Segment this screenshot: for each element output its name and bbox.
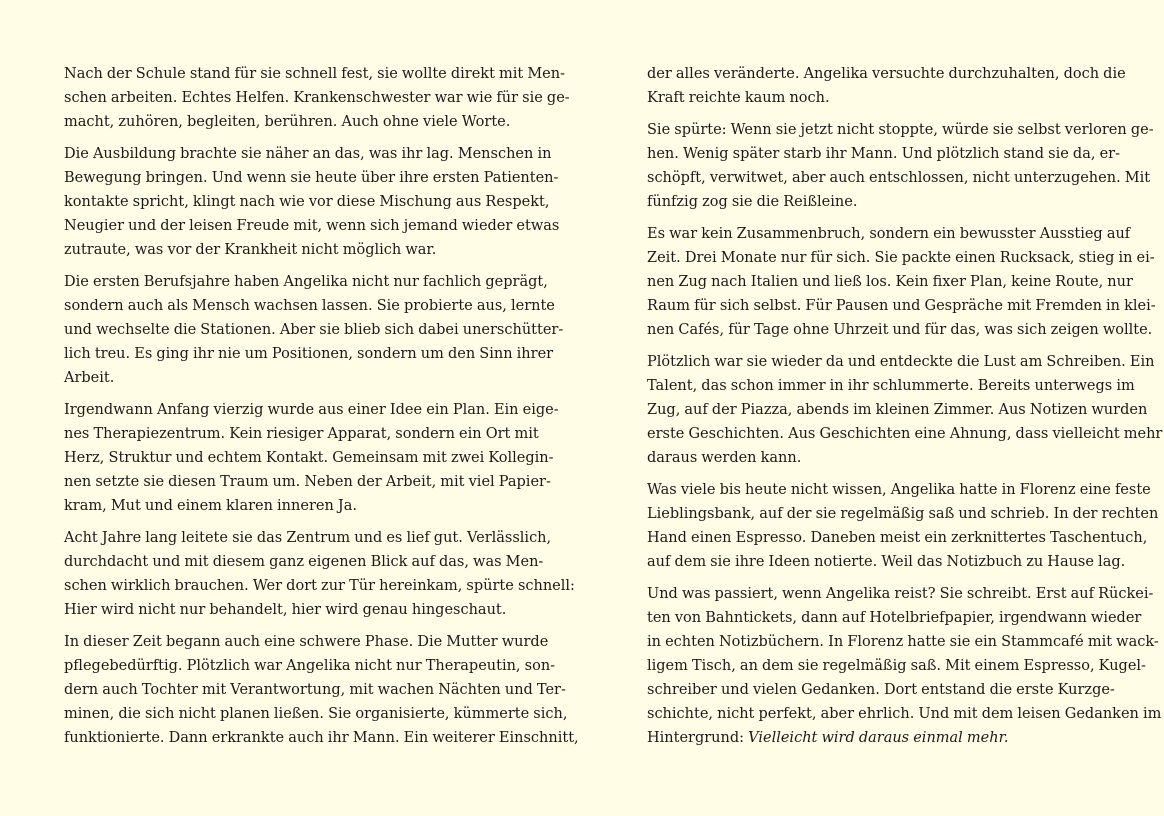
text-line: Kraft reichte kaum noch. [647,90,830,106]
text-line: und wechselte die Stationen. Aber sie blieb sich dabei unerschütter- [64,322,564,338]
text-line: minen, die sich nicht planen ließen. Sie organisierte, kümmerte sich, [64,706,568,722]
text-line: macht, zuhören, begleiten, berühren. Auch ohne viele Worte. [64,114,511,130]
text-line: Was viele bis heute nicht wissen, Angelika hatte in Florenz eine feste [647,482,1151,498]
right-page-paragraph [647,118,1154,214]
text-line: Sie spürte: Wenn sie jetzt nicht stoppte, würde sie selbst verloren ge- [647,122,1154,138]
text-line: Plötzlich war sie wieder da und entdeckte die Lust am Schreiben. Ein [647,354,1155,370]
text-line: nen Zug nach Italien und ließ los. Kein fixer Plan, keine Route, nur [647,274,1133,290]
text-line: erste Geschichten. Aus Geschichten eine Ahnung, dass vielleicht mehr [647,426,1163,442]
text-line-prefix: Hintergrund: [647,730,749,746]
text-line: Die Ausbildung brachte sie näher an das, was ihr lag. Menschen in [64,146,552,162]
text-line: sondern auch als Mensch wachsen lassen. Sie probierte aus, lernte [64,298,555,314]
left-page-paragraph [64,142,560,262]
text-line: zutraute, was vor der Krankheit nicht möglich war. [64,242,437,258]
text-line: ten von Bahntickets, dann auf Hotelbriefpapier, irgendwann wieder [647,610,1142,626]
text-line: ligem Tisch, an dem sie regelmäßig saß. Mit einem Espresso, Kugel- [647,658,1146,674]
text-line: daraus werden kann. [647,450,802,466]
text-line: schöpft, verwitwet, aber auch entschlossen, nicht unterzugehen. Mit [647,170,1151,186]
text-line: lich treu. Es ging ihr nie um Positionen, sondern um den Sinn ihrer [64,346,554,362]
italic-closing-thought: Vielleicht wird daraus einmal mehr. [748,730,1009,746]
text-line: Es war kein Zusammenbruch, sondern ein bewusster Ausstieg auf [647,226,1131,242]
right-page-paragraph [647,222,1156,342]
text-line: Lieblingsbank, auf der sie regelmäßig saß und schrieb. In der rechten [647,506,1159,522]
left-page-paragraph [64,630,579,750]
text-line: nen setzte sie diesen Traum um. Neben der Arbeit, mit viel Papier- [64,474,551,490]
left-page [64,62,579,758]
right-page-paragraph [647,350,1163,470]
text-line: Talent, das schon immer in ihr schlummerte. Bereits unterwegs im [647,378,1135,394]
left-page-paragraph [64,526,575,622]
text-line: pflegebedürftig. Plötzlich war Angelika nicht nur Therapeutin, son- [64,658,556,674]
text-line: schen arbeiten. Echtes Helfen. Krankenschwester war wie für sie ge- [64,90,570,106]
text-line: Herz, Struktur und echtem Kontakt. Gemeinsam mit zwei Kollegin- [64,450,554,466]
text-line: dern auch Tochter mit Verantwortung, mit wachen Nächten und Ter- [64,682,566,698]
left-page-paragraph [64,62,570,134]
left-page-paragraph [64,270,564,390]
text-line: schen wirklich brauchen. Wer dort zur Tür hereinkam, spürte schnell: [64,578,575,594]
text-line: Bewegung bringen. Und wenn sie heute über ihre ersten Patienten- [64,170,559,186]
text-line: fünfzig zog sie die Reißleine. [647,194,858,210]
text-line: Irgendwann Anfang vierzig wurde aus einer Idee ein Plan. Ein eige- [64,402,559,418]
text-line: Hier wird nicht nur behandelt, hier wird genau hingeschaut. [64,602,507,618]
text-line: Nach der Schule stand für sie schnell fest, sie wollte direkt mit Men- [64,66,566,82]
text-line [647,726,1100,750]
text-line: der alles veränderte. Angelika versuchte durchzuhalten, doch die [647,66,1126,82]
text-line: Neugier und der leisen Freude mit, wenn sich jemand wieder etwas [64,218,560,234]
text-line: Hand einen Espresso. Daneben meist ein zerknittertes Taschentuch, [647,530,1148,546]
left-page-paragraph [64,398,559,518]
text-line: kontakte spricht, klingt nach wie vor diese Mischung aus Respekt, [64,194,550,210]
right-page-paragraph [647,62,1126,110]
text-line: in echten Notizbüchern. In Florenz hatte sie ein Stammcafé mit wack- [647,634,1159,650]
right-page-paragraph [647,478,1159,574]
text-line: Die ersten Berufsjahre haben Angelika nicht nur fachlich geprägt, [64,274,548,290]
right-page-paragraph [647,582,1162,750]
text-line: durchdacht und mit diesem ganz eigenen Blick auf das, was Men- [64,554,544,570]
text-line: hen. Wenig später starb ihr Mann. Und plötzlich stand sie da, er- [647,146,1120,162]
text-line: funktionierte. Dann erkrankte auch ihr Mann. Ein weiterer Einschnitt, [64,730,579,746]
text-line: nen Cafés, für Tage ohne Uhrzeit und für das, was sich zeigen wollte. [647,322,1153,338]
text-line: Raum für sich selbst. Für Pausen und Gespräche mit Fremden in klei- [647,298,1156,314]
text-line: Zug, auf der Piazza, abends im kleinen Zimmer. Aus Notizen wurden [647,402,1148,418]
text-line: Acht Jahre lang leitete sie das Zentrum und es lief gut. Verlässlich, [64,530,552,546]
text-line: Und was passiert, wenn Angelika reist? Sie schreibt. Erst auf Rückei- [647,586,1154,602]
text-line: Zeit. Drei Monate nur für sich. Sie packte einen Rucksack, stieg in ei- [647,250,1155,266]
right-page [647,62,1163,758]
text-line: In dieser Zeit begann auch eine schwere Phase. Die Mutter wurde [64,634,549,650]
text-line: auf dem sie ihre Ideen notierte. Weil das Notizbuch zu Hause lag. [647,554,1126,570]
text-line: Arbeit. [64,370,115,386]
text-line: schreiber und vielen Gedanken. Dort entstand die erste Kurzge- [647,682,1115,698]
text-line: nes Therapiezentrum. Kein riesiger Apparat, sondern ein Ort mit [64,426,539,442]
text-line: kram, Mut und einem klaren inneren Ja. [64,498,357,514]
text-line: schichte, nicht perfekt, aber ehrlich. Und mit dem leisen Gedanken im [647,706,1162,722]
